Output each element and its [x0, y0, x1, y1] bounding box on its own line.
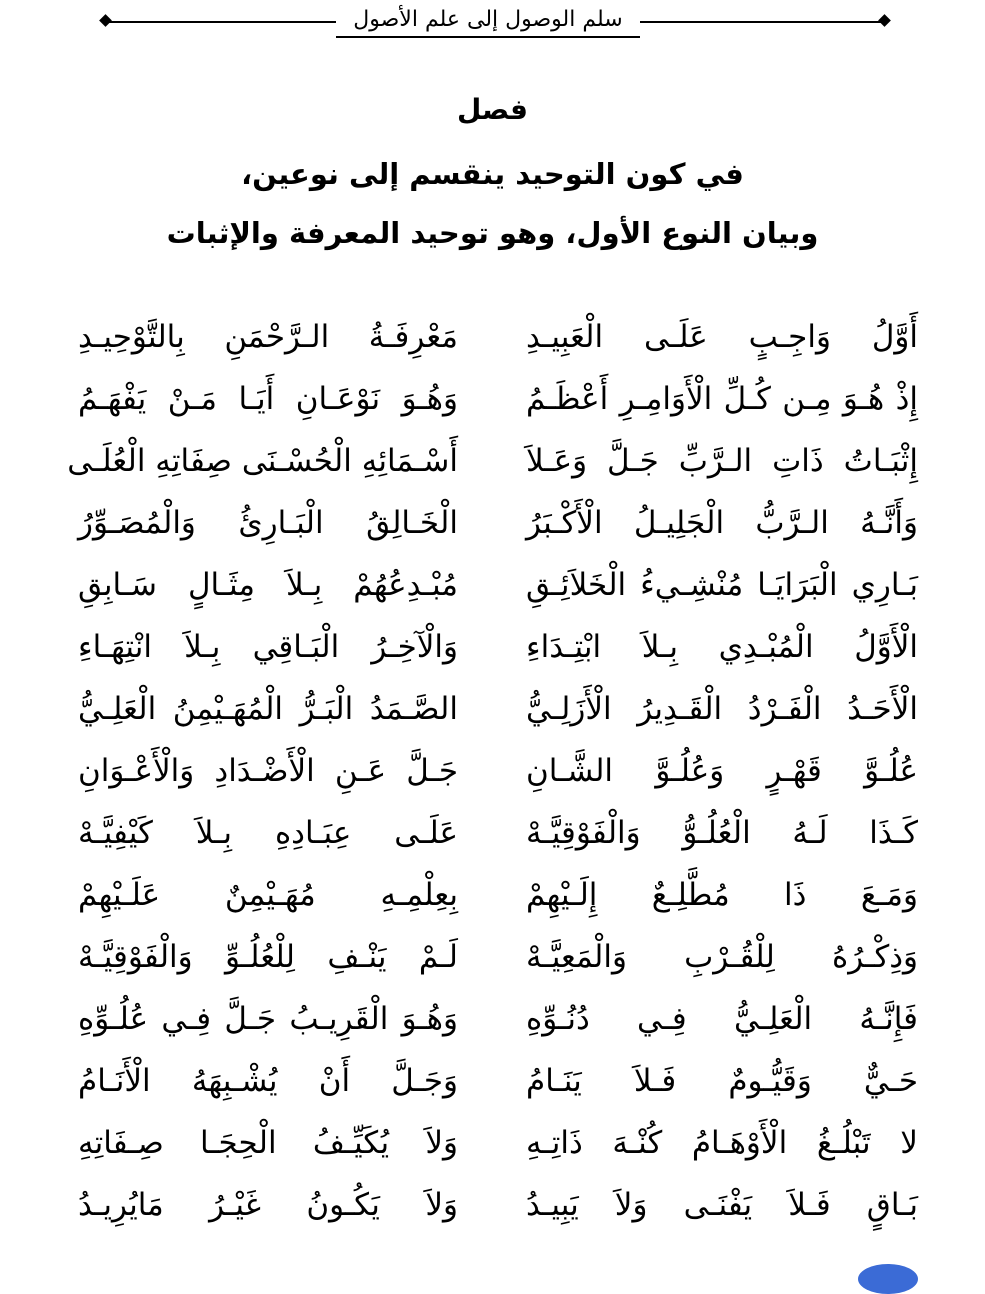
verse	[0, 746, 985, 808]
page-header	[0, 0, 985, 44]
book-title: سلم الوصول إلى علم الأصول	[336, 4, 640, 38]
verse-first-half: بَـاقٍ فَـلاَ يَفْنَـى وَلاَ يَبِيـدُ	[526, 1187, 918, 1223]
section-subtitle-line-2: وبيان النوع الأول، وهو توحيد المعرفة والإثبات	[166, 216, 819, 250]
verse-second-half: وَالْآخِـرُ الْبَـاقِي بِـلاَ انْتِهَـاءِ	[78, 629, 458, 665]
verse	[0, 1056, 985, 1118]
verse-second-half: عَلَـى عِبَـادِهِ بِـلاَ كَيْفِيَّـهْ	[78, 815, 458, 851]
section-title: فصل	[457, 93, 528, 126]
verse	[0, 808, 985, 870]
verse	[0, 932, 985, 994]
verse-second-half: الصَّـمَدُ الْبَـرُّ الْمُهَـيْمِنُ الْعَلِـيُّ	[78, 691, 458, 727]
header-rule-right	[640, 21, 886, 23]
verse-first-half: لا تَبْلُـغُ الْأَوْهَـامُ كُنْـهَ ذَاتِـهِ	[526, 1125, 918, 1161]
verse	[0, 312, 985, 374]
verse-first-half: إِذْ هُـوَ مِـن كُـلِّ الْأَوَامِـرِ أَعْظَـمُ	[526, 381, 918, 417]
verse-second-half: أَسْـمَائِهِ الْحُسْـنَى صِفَاتِهِ الْعُلَـى	[67, 443, 458, 479]
verse	[0, 560, 985, 622]
verse-first-half: وَذِكْـرُهُ لِلْقُـرْبِ وَالْمَعِيَّـهْ	[526, 939, 918, 975]
verse-second-half: وَجَـلَّ أَنْ يُشْـبِهَهُ الْأَنَـامُ	[78, 1063, 458, 1099]
verse-second-half: مُبْـدِعُهُمْ بِـلاَ مِثَـالٍ سَـابِقِ	[78, 567, 458, 603]
verse	[0, 374, 985, 436]
verse-second-half: وَلاَ يُكَيِّـفُ الْحِجَـا صِـفَاتِهِ	[78, 1125, 458, 1161]
verse-first-half: عُلُـوَّ قَهْـرٍ وَعُلُـوَّ الشَّـانِ	[526, 753, 918, 789]
verse	[0, 1118, 985, 1180]
verse-first-half: كَـذَا لَـهُ الْعُلُـوُّ وَالْفَوْقِيَّـهْ	[526, 815, 918, 851]
verse-second-half: الْخَـالِقُ الْبَـارِئُ وَالْمُصَـوِّرُ	[78, 505, 458, 541]
corner-badge	[858, 1264, 918, 1294]
header-rule-left	[106, 21, 336, 23]
verse	[0, 1180, 985, 1242]
verse-second-half: جَـلَّ عَـنِ الْأَضْـدَادِ وَالْأَعْـوَانِ	[78, 753, 458, 789]
verse	[0, 498, 985, 560]
verse-first-half: بَـارِي الْبَرَايَـا مُنْشِـيءُ الْخَلاَئِـقِ	[526, 567, 918, 603]
verse-second-half: وَهُـوَ نَوْعَـانِ أَيَـا مَـنْ يَفْهَـمُ	[78, 381, 458, 417]
verse	[0, 436, 985, 498]
header-diamond-right	[878, 14, 891, 27]
verse-second-half: لَـمْ يَنْـفِ لِلْعُلُـوِّ وَالْفَوْقِيَّـهْ	[78, 939, 458, 975]
verse	[0, 622, 985, 684]
section-subtitle-line-1: في كون التوحيد ينقسم إلى نوعين،	[241, 157, 744, 191]
verse	[0, 684, 985, 746]
verse	[0, 994, 985, 1056]
verse-second-half: مَعْرِفَـةُ الـرَّحْمَنِ بِالتَّوْحِيـدِ	[78, 319, 458, 355]
verse-first-half: الْأَحَـدُ الْفَـرْدُ الْقَـدِيرُ الْأَزَلِـيُّ	[526, 691, 918, 727]
verse-first-half: وَمَـعَ ذَا مُطَّلِـعٌ إِلَـيْهِمْ	[526, 877, 918, 913]
verse-first-half: وَأَنَّـهُ الـرَّبُّ الْجَلِيـلُ الْأَكْـبَرُ	[526, 505, 918, 541]
verse-second-half: وَهُـوَ الْقَرِيـبُ جَـلَّ فِـي عُلُـوِّهِ	[78, 1001, 458, 1037]
verse	[0, 870, 985, 932]
verse-second-half: وَلاَ يَكُـونُ غَيْـرُ مَايُرِيـدُ	[78, 1187, 458, 1223]
verse-first-half: حَـيٌّ وَقَيُّـومٌ فَـلاَ يَنَـامُ	[526, 1063, 918, 1099]
verse-first-half: إِثْبَـاتُ ذَاتِ الـرَّبِّ جَـلَّ وَعَـلاَ	[526, 443, 918, 479]
verse-first-half: أَوَّلُ وَاجِـبٍ عَلَـى الْعَبِيـدِ	[526, 319, 918, 355]
verse-first-half: فَإِنَّـهُ الْعَلِـيُّ فِـي دُنُـوِّهِ	[526, 1001, 918, 1037]
verse-second-half: بِعِلْمِـهِ مُهَـيْمِنٌ عَلَـيْهِمْ	[78, 877, 458, 913]
verse-first-half: الْأَوَّلُ الْمُبْـدِي بِـلاَ ابْتِـدَاءِ	[526, 629, 918, 665]
